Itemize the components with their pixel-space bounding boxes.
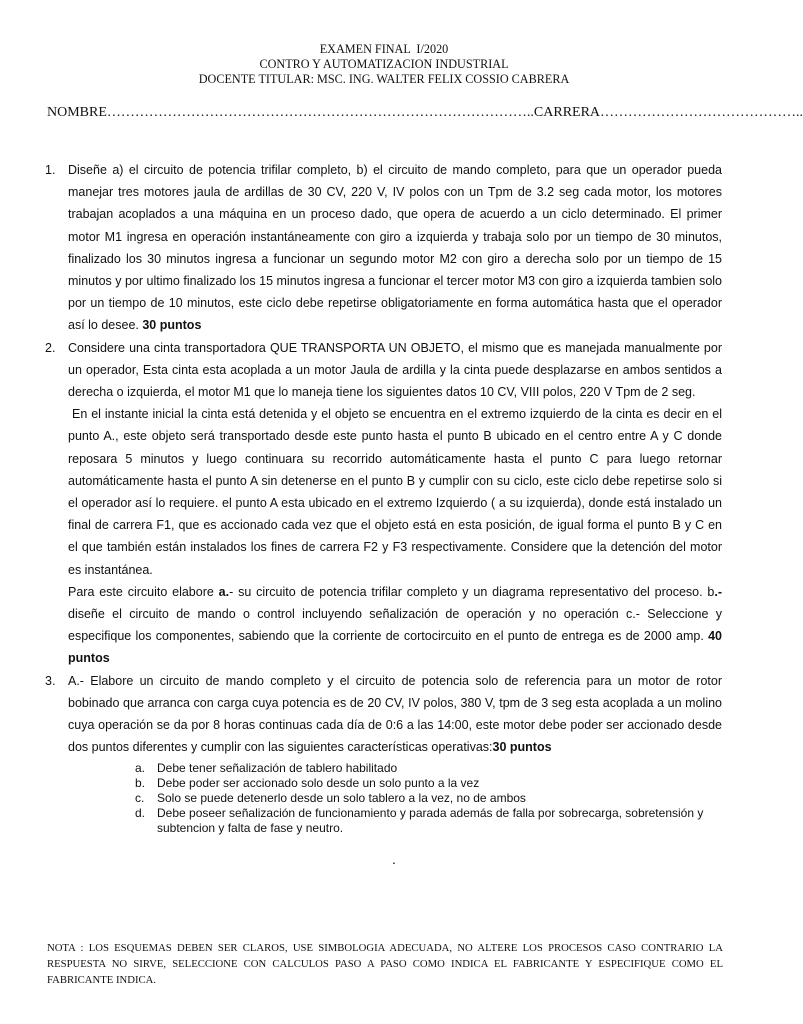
question-number: 2. [45,340,56,355]
requirement-item [135,776,722,791]
question-points: 40 puntos [68,629,722,666]
question-1 [45,159,722,337]
requirement-item [135,761,722,776]
requirement-text: Debe tener señalización de tablero habilitado [157,761,398,776]
exam-title: EXAMEN FINAL I/2020 [319,42,449,56]
question-text [68,670,722,759]
question-body [68,670,722,837]
name-fill-dots: ……………………………………………………………………………….. [106,105,534,120]
question-body [68,337,722,670]
question-number: 3. [45,673,56,688]
question-2 [45,337,722,670]
requirement-letter: d. [135,806,146,821]
question-body [68,159,722,337]
task-prefix: Para este circuito elabore [68,584,219,599]
requirement-item [135,806,722,836]
question-3 [45,670,722,837]
question-number: 1. [45,163,56,177]
requirement-letter: b. [135,776,146,791]
teacher-name: DOCENTE TITULAR: MSC. ING. WALTER FELIX COSSIO CABRERA [198,72,570,87]
requirement-text: Solo se puede detenerlo desde un solo tablero a la vez, no de ambos [157,791,526,806]
exam-header [0,42,768,88]
exam-note: NOTA : LOS ESQUEMAS DEBEN SER CLAROS, USE SIMBOLOGIA ADECUADA, NO ALTERE LOS PROCESOS CASO CONTRARIO LA RESPUESTA NO SIRVE, SELECCIONE CON CALCULOS PASO A PASO COMO INDICA EL FABRICANTE Y ESPECIFIQUE COMO EL FABRICANTE INDICA. [47,942,723,986]
question-intro: Considere una cinta transportadora QUE TRANSPORTA UN OBJETO, el mismo que es manejada manualmente por un operador, Esta cinta esta acoplada a un motor Jaula de ardilla y la cinta puede desplazarse en ambos sentidos a derecha o izquierda, el motor M1 que lo maneja tiene los siguientes datos 10 CV, VIII polos, 220 V Tpm de 2 seg. [68,340,722,400]
question-tasks [68,581,722,670]
career-label: CARRERA [533,105,601,120]
task-a-marker: a. [218,584,230,599]
requirement-letter: c. [135,791,145,806]
student-info-line [47,104,803,122]
question-text [68,159,722,337]
task-a-text: - su circuito de potencia trifilar completo y un diagrama representativo del proceso. b [229,584,715,599]
requirement-text: Debe poseer señalización de funcionamiento y parada además de falla por sobrecarga, sobretensión y subtencion y falta de fase y neutro. [157,806,704,836]
career-fill-dots: …………………………………….. [600,105,803,120]
requirements-list [135,761,722,836]
name-label: NOMBRE [47,105,107,120]
requirement-text: Debe poder ser accionado solo desde un solo punto a la vez [157,776,480,791]
task-b-marker: .- [714,584,722,599]
question-points: 30 puntos [492,740,552,755]
task-rest-text: diseñe el circuito de mando o control incluyendo señalización de operación y no operación c.- Seleccione y especifique los componentes, sabiendo que la corriente de cortocircuito en el punto de entrega es de 2000 amp. [68,607,722,644]
course-name: CONTRO Y AUTOMATIZACION INDUSTRIAL [259,57,509,72]
requirement-item [135,791,722,806]
stray-dot: . [392,851,396,867]
question-detail: En el instante inicial la cinta está detenida y el objeto se encuentra en el extremo izquierdo de la cinta es decir en el punto A., este objeto será transportado desde este punto hasta el punto B ubicado en el centro entre A y C donde reposara 5 minutos y luego continuara su recorrido automáticamente hasta el punto C para luego retornar automáticamente hasta el punto A sin detenerse en el punto B y cumplir con su ciclo, este ciclo debe repetirse solo si el operador así lo requiere. el punto A esta ubicado en el extremo Izquierdo ( a su izquierda), donde está instalado un final de carrera F1, que es accionado cada vez que el objeto está en esta posición, de igual forma el punto B y C en el que también están instalados los fines de carrera F2 y F3 respectivamente. Considere que la detención del motor es instantánea. [68,407,722,577]
question-list [45,159,722,836]
question-statement: A.- Elabore un circuito de mando completo y el circuito de potencia solo de referencia para un motor de rotor bobinado que arranca con carga cuya potencia es de 20 CV, IV polos, 380 V, tpm de 3 seg esta acoplada a un molino cuya operación se da por 8 horas continuas cada día de 0:6 a las 14:00, este motor debe poder ser accionado desde dos puntos diferentes y cumplir con las siguientes características operativas: [68,673,722,755]
question-points: 30 puntos [142,318,202,333]
requirement-letter: a. [135,761,146,776]
question-statement: Diseñe a) el circuito de potencia trifilar completo, b) el circuito de mando completo, para que un operador pueda manejar tres motores jaula de ardillas de 30 CV, 220 V, IV polos con un Tpm de 3.2 seg cada motor, los motores trabajan acoplados a una máquina en un proceso dado, que opera de acuerdo a un ciclo determinado. El primer motor M1 ingresa en operación instantáneamente con giro a izquierda y trabaja solo por un tiempo de 30 minutos, finalizado los 30 minutos ingresa a funcionar un segundo motor M2 con giro a derecha solo por un tiempo de 15 minutos y por ultimo finalizado los 15 minutos ingresa a funcionar el tercer motor M3 con giro a izquierda tambien solo por un tiempo de 10 minutos, este ciclo debe repetirse obligatoriamente en forma automática hasta que el operador así lo desee. [68,163,722,333]
